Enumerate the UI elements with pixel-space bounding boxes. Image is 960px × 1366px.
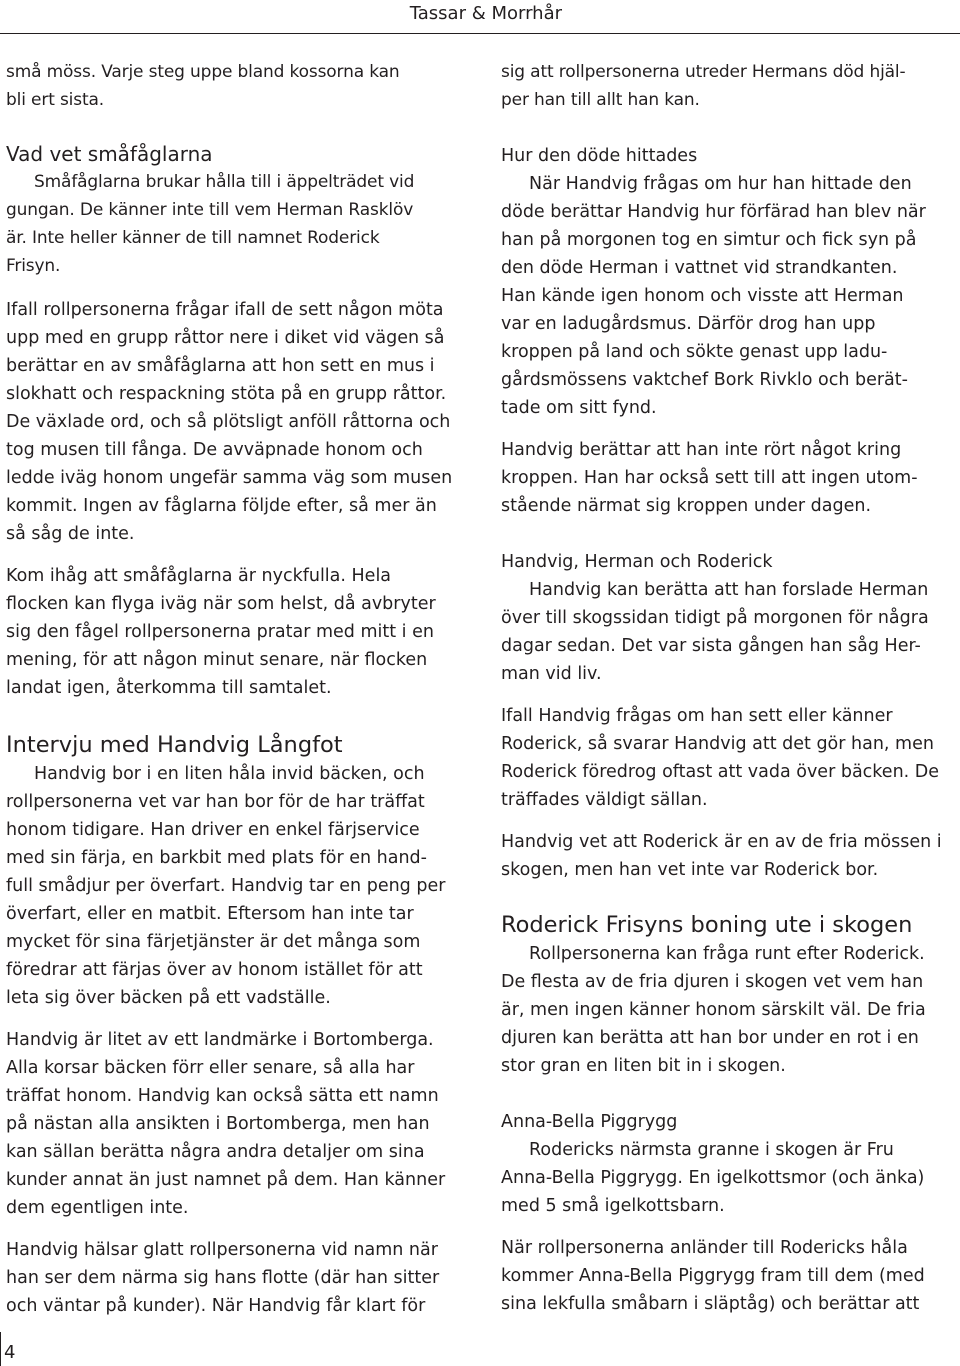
herman-paragraph-1 — [501, 576, 957, 688]
text-line: kommer Anna-Bella Piggrygg fram till dem (med — [501, 1266, 925, 1286]
text-line: Handvig berättar att han inte rört något kring — [501, 440, 902, 460]
text-line: Kom ihåg att småfåglarna är nyckfulla. Hela — [6, 566, 392, 586]
text-line: De växlade ord, och så plötsligt anföll råttorna och — [6, 412, 451, 432]
text-line: flocken kan flyga iväg när som helst, då avbryter — [6, 594, 436, 614]
text-line: Han kände igen honom och visste att Herman — [501, 286, 904, 306]
text-line: Småfåglarna brukar hålla till i äppelträdet vid — [34, 172, 415, 192]
text-line: Rodericks närmsta granne i skogen är Fru — [529, 1140, 894, 1160]
text-line: De flesta av de fria djuren i skogen vet vem han — [501, 972, 924, 992]
hittades-paragraph-2 — [501, 436, 957, 520]
page-edge-rule — [0, 1332, 1, 1366]
herman-paragraph-3 — [501, 828, 957, 884]
text-line: Roderick, så svarar Handvig att det gör han, men — [501, 734, 934, 754]
text-line: full smådjur per överfart. Handvig tar en peng per — [6, 876, 446, 896]
intervju-paragraph-3 — [6, 1236, 468, 1320]
text-line: han ser dem närma sig hans flotte (där han sitter — [6, 1268, 440, 1288]
text-line: Roderick föredrog oftast att vada över bäcken. De — [501, 762, 940, 782]
text-line: gungan. De känner inte till vem Herman Rasklöv — [6, 200, 414, 220]
text-line: kroppen på land och sökte genast upp ladu- — [501, 342, 888, 362]
hittades-paragraph-1 — [501, 170, 957, 422]
text-line: är. Inte heller känner de till namnet Roderick — [6, 228, 380, 248]
text-line: Frisyn. — [6, 256, 61, 276]
text-line: slokhatt och respackning stöta på en grupp råttor. — [6, 384, 447, 404]
text-line: träffades väldigt sällan. — [501, 790, 708, 810]
text-line: mening, för att någon minut senare, när flocken — [6, 650, 428, 670]
text-line: och väntar på kunder). När Handvig får klart för — [6, 1296, 426, 1316]
right-column — [501, 58, 957, 1318]
text-line: är, men ingen känner honom särskilt väl. De fria — [501, 1000, 926, 1020]
text-line: överfart, eller en matbit. Eftersom han inte tar — [6, 904, 414, 924]
section-heading-intervju: Intervju med Handvig Långfot — [6, 732, 343, 758]
text-line: Ifall rollpersonerna frågar ifall de sett någon möta — [6, 300, 444, 320]
section-heading-hur-den-dode-hittades: Hur den döde hittades — [501, 146, 698, 166]
text-line: Rollpersonerna kan fråga runt efter Roderick. — [529, 944, 925, 964]
text-line: med 5 små igelkottsbarn. — [501, 1196, 725, 1216]
text-line: skogen, men han vet inte var Roderick bor. — [501, 860, 879, 880]
text-line: Handvig hälsar glatt rollpersonerna vid namn när — [6, 1240, 438, 1260]
text-line: stående närmat sig kroppen under dagen. — [501, 496, 872, 516]
text-line: sig den fågel rollpersonerna pratar med mitt i en — [6, 622, 434, 642]
header-rule — [0, 33, 960, 34]
text-line: kunder annat än just namnet på dem. Han känner — [6, 1170, 446, 1190]
text-line: kan sällan berätta några andra detaljer om sina — [6, 1142, 425, 1162]
text-line: dagar sedan. Det var sista gången han såg Her- — [501, 636, 921, 656]
text-line: Handvig bor i en liten håla invid bäcken, och — [34, 764, 425, 784]
text-line: döde berättar Handvig hur förfärad han blev när — [501, 202, 926, 222]
text-line: små möss. Varje steg uppe bland kossorna kan — [6, 62, 400, 82]
herman-paragraph-2 — [501, 702, 957, 814]
boning-paragraph-1 — [501, 940, 957, 1080]
text-line: mycket för sina färjetjänster är det många som — [6, 932, 421, 952]
text-line: så såg de inte. — [6, 524, 135, 544]
text-line: djuren kan berätta att han bor under en rot i en — [501, 1028, 919, 1048]
text-line: bli ert sista. — [6, 90, 104, 110]
text-line: kroppen. Han har också sett till att ingen utom- — [501, 468, 918, 488]
text-line: med sin färja, en barkbit med plats för en hand- — [6, 848, 427, 868]
text-line: leta sig över bäcken på ett vadställe. — [6, 988, 331, 1008]
text-line: föredrar att färjas över av honom istället för att — [6, 960, 423, 980]
section-heading-anna-bella: Anna-Bella Piggrygg — [501, 1112, 678, 1132]
smafaglarna-paragraph-1 — [6, 168, 468, 280]
text-line: Handvig är litet av ett landmärke i Bortomberga. — [6, 1030, 434, 1050]
smafaglarna-paragraph-2 — [6, 296, 468, 548]
text-line: stor gran en liten bit in i skogen. — [501, 1056, 786, 1076]
text-line: Ifall Handvig frågas om han sett eller känner — [501, 706, 893, 726]
text-line: på nästan alla ansikten i Bortomberga, men han — [6, 1114, 430, 1134]
text-line: berättar en av småfåglarna att hon sett en mus i — [6, 356, 435, 376]
anna-bella-paragraph-1 — [501, 1136, 957, 1220]
text-line: Handvig kan berätta att han forslade Herman — [529, 580, 929, 600]
text-line: tade om sitt fynd. — [501, 398, 657, 418]
anna-bella-paragraph-2 — [501, 1234, 957, 1318]
text-line: upp med en grupp råttor nere i diket vid vägen så — [6, 328, 445, 348]
text-line: honom tidigare. Han driver en enkel färjservice — [6, 820, 420, 840]
text-line: tog musen till fånga. De avväpnade honom och — [6, 440, 423, 460]
text-line: ledde iväg honom ungefär samma väg som musen — [6, 468, 453, 488]
section-heading-roderick-boning: Roderick Frisyns boning ute i skogen — [501, 912, 913, 938]
text-line: sig att rollpersonerna utreder Hermans död hjäl- — [501, 62, 906, 82]
left-column — [6, 58, 468, 1320]
intervju-paragraph-1 — [6, 760, 468, 1012]
text-line: var en ladugårdsmus. Därför drog han upp — [501, 314, 876, 334]
section-heading-smafaglarna: Vad vet småfåglarna — [6, 142, 213, 166]
text-line: kommit. Ingen av fåglarna följde efter, så mer än — [6, 496, 437, 516]
text-line: Handvig vet att Roderick är en av de fria mössen i — [501, 832, 942, 852]
text-line: över till skogssidan tidigt på morgonen för några — [501, 608, 929, 628]
text-line: sina lekfulla småbarn i släptåg) och berättar att — [501, 1294, 920, 1314]
text-line: han på morgonen tog en simtur och fick syn på — [501, 230, 917, 250]
text-line: dem egentligen inte. — [6, 1198, 189, 1218]
smafaglarna-paragraph-3 — [6, 562, 468, 702]
right-intro-paragraph — [501, 58, 957, 114]
page-number: 4 — [4, 1342, 16, 1363]
text-line: träffat honom. Handvig kan också sätta ett namn — [6, 1086, 439, 1106]
text-line: rollpersonerna vet var han bor för de har träffat — [6, 792, 425, 812]
text-line: Alla korsar bäcken förr eller senare, så alla har — [6, 1058, 415, 1078]
text-line: Anna-Bella Piggrygg. En igelkottsmor (och änka) — [501, 1168, 925, 1188]
intervju-paragraph-2 — [6, 1026, 468, 1222]
running-header-title: Tassar & Morrhår — [409, 3, 562, 24]
text-line: När rollpersonerna anländer till Rodericks håla — [501, 1238, 908, 1258]
left-intro-paragraph — [6, 58, 468, 114]
text-line: landat igen, återkomma till samtalet. — [6, 678, 332, 698]
text-line: När Handvig frågas om hur han hittade den — [529, 174, 912, 194]
text-line: man vid liv. — [501, 664, 602, 684]
section-heading-handvig-herman-roderick: Handvig, Herman och Roderick — [501, 552, 773, 572]
text-line: gårdsmössens vaktchef Bork Rivklo och berät- — [501, 370, 908, 390]
text-line: den döde Herman i vattnet vid strandkanten. — [501, 258, 898, 278]
text-line: per han till allt han kan. — [501, 90, 700, 110]
